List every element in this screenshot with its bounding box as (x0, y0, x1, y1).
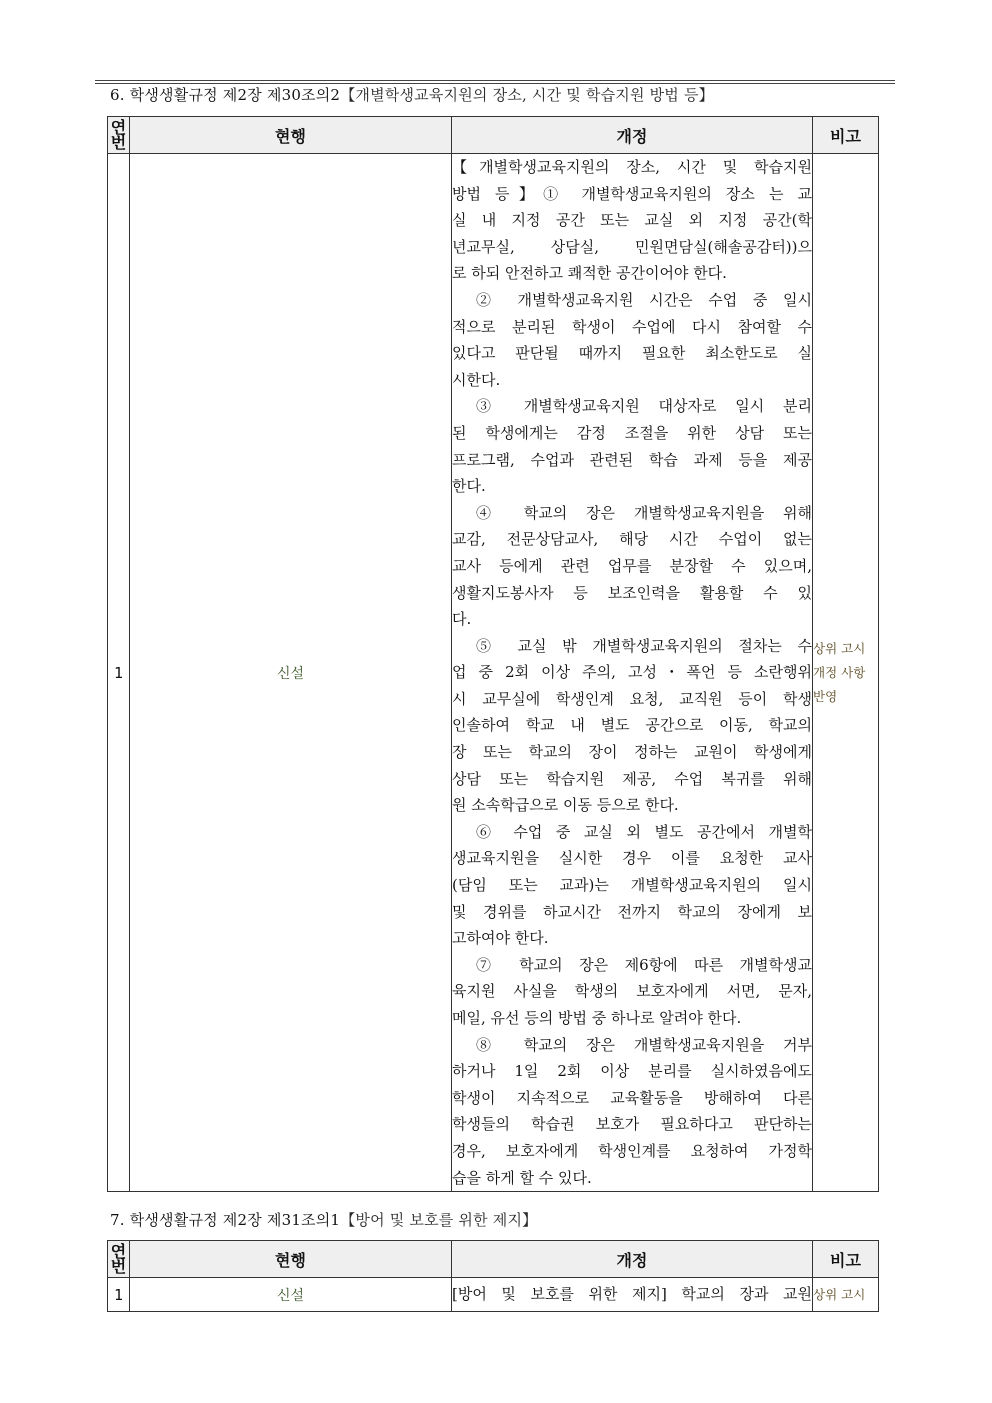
col-note-header: 비고 (813, 1241, 879, 1278)
revision-line: ④ 학교의 장은 개별학생교육지원을 위해 (476, 503, 812, 522)
revision-text (452, 1278, 813, 1312)
revision-line: ⑤ 교실 밖 개별학생교육지원의 절차는 수 (476, 636, 812, 655)
revision-line: 있다고 판단될 때까지 필요한 최소한도로 실 (452, 344, 812, 363)
section7-heading-prefix: 7. 학생생활규정 제2장 제31조의1 (110, 1211, 341, 1229)
revision-line: (담임 또는 교과)는 개별학생교육지원의 일시 (452, 876, 812, 895)
col-current-header: 현행 (130, 117, 452, 154)
top-rule (95, 80, 895, 81)
revision-line: ③ 개별학생교육지원 대상자로 일시 분리 (476, 397, 812, 416)
note-line: 상위 고시 (813, 1286, 866, 1302)
row-number: 1 (108, 1278, 130, 1312)
section6-heading-title: 【개별학생교육지원의 장소, 시간 및 학습지원 방법 등】 (340, 86, 714, 104)
current-text: 신설 (130, 1278, 452, 1312)
revision-line: 교감, 전문상담교사, 해당 시간 수업이 없는 (452, 530, 812, 549)
note-line: 상위 고시 (813, 640, 866, 656)
col-no-label: 연번 (110, 118, 127, 152)
revision-line: 한다. (452, 477, 486, 496)
section7-heading (110, 1209, 537, 1230)
revision-line: 다. (452, 610, 472, 629)
section7-heading-title: 【방어 및 보호를 위한 제지】 (340, 1211, 538, 1229)
revision-line: 고하여야 한다. (452, 929, 549, 948)
revision-line: 경우, 보호자에게 학생인계를 요청하여 가정학 (452, 1141, 812, 1160)
revision-line: 장 또는 학교의 장이 정하는 교원이 학생에게 (452, 743, 812, 762)
revision-line: 인솔하여 학교 내 별도 공간으로 이동, 학교의 (452, 716, 812, 735)
revision-line: ⑦ 학교의 장은 제6항에 따른 개별학생교 (476, 955, 812, 974)
revision-line: 방법 등】① 개별학생교육지원의 장소 는 교 (452, 184, 812, 203)
table-header-row (108, 117, 879, 154)
revision-line: 실 내 지정 공간 또는 교실 외 지정 공간(학 (452, 211, 812, 230)
revision-line: 학생이 지속적으로 교육활동을 방해하여 다른 (452, 1088, 812, 1107)
section6-table (107, 116, 879, 1192)
revision-line: 업 중 2회 이상 주의, 고성・폭언 등 소란행위 (452, 663, 812, 682)
revision-line: 프로그램, 수업과 관련된 학습 과제 등을 제공 (452, 450, 812, 469)
revision-line: [방어 및 보호를 위한 제지] 학교의 장과 교원 (452, 1285, 812, 1304)
revision-line: 상담 또는 학습지원 제공, 수업 복귀를 위해 (452, 769, 812, 788)
revision-line: 원 소속학급으로 이동 등으로 한다. (452, 796, 679, 815)
col-no-header (108, 1241, 130, 1278)
note-text (813, 1278, 879, 1312)
revision-line: 메일, 유선 등의 방법 중 하나로 알려야 한다. (452, 1009, 742, 1027)
note-text (813, 154, 879, 1192)
revision-line: 습을 하게 할 수 있다. (452, 1168, 592, 1187)
revision-line: 년교무실, 상담실, 민원면담실(해솔공감터))으 (452, 237, 812, 256)
revision-line: 시 교무실에 학생인계 요청, 교직원 등이 학생 (452, 689, 812, 708)
col-no-label: 연번 (110, 1242, 127, 1276)
revision-line: ⑥ 수업 중 교실 외 별도 공간에서 개별학 (476, 822, 812, 841)
revision-line: 육지원 사실을 학생의 보호자에게 서면, 문자, (452, 982, 812, 1001)
revision-line: 로 하되 안전하고 쾌적한 공간이어야 한다. (452, 264, 727, 283)
revision-line: ② 개별학생교육지원 시간은 수업 중 일시 (476, 290, 812, 309)
revision-line: 생활지도봉사자 등 보조인력을 활용할 수 있 (452, 583, 812, 602)
revision-lines (452, 154, 812, 1191)
revision-line: 교사 등에게 관련 업무를 분장할 수 있으며, (452, 556, 812, 575)
table-header-row (108, 1241, 879, 1278)
section7-table (107, 1240, 879, 1312)
revision-text (452, 154, 813, 1192)
note-line: 반영 (813, 688, 838, 704)
section6-heading-prefix: 6. 학생생활규정 제2장 제30조의2 (110, 86, 341, 104)
note-line: 개정 사항 (813, 664, 866, 680)
col-current-header: 현행 (130, 1241, 452, 1278)
section6-heading (110, 84, 714, 105)
table-row (108, 154, 879, 1192)
revision-line: ⑧ 학교의 장은 개별학생교육지원을 거부 (476, 1035, 812, 1054)
revision-line: 하거나 1일 2회 이상 분리를 실시하였음에도 (452, 1062, 812, 1081)
revision-line: 시한다. (452, 370, 501, 389)
col-revision-header: 개정 (452, 117, 813, 154)
current-text: 신설 (130, 154, 452, 1192)
revision-line: 【개별학생교육지원의 장소, 시간 및 학습지원 (452, 158, 812, 176)
revision-line: 학생들의 학습권 보호가 필요하다고 판단하는 (452, 1115, 812, 1134)
revision-line: 및 경위를 하교시간 전까지 학교의 장에게 보 (452, 902, 812, 921)
revision-line: 된 학생에게는 감정 조절을 위한 상담 또는 (452, 423, 812, 442)
col-no-header (108, 117, 130, 154)
row-number: 1 (108, 154, 130, 1192)
col-note-header: 비고 (813, 117, 879, 154)
note-lines (813, 637, 878, 709)
table-row (108, 1278, 879, 1312)
col-revision-header: 개정 (452, 1241, 813, 1278)
revision-line: 생교육지원을 실시한 경우 이를 요청한 교사 (452, 849, 812, 868)
revision-line: 적으로 분리된 학생이 수업에 다시 참여할 수 (452, 317, 812, 336)
